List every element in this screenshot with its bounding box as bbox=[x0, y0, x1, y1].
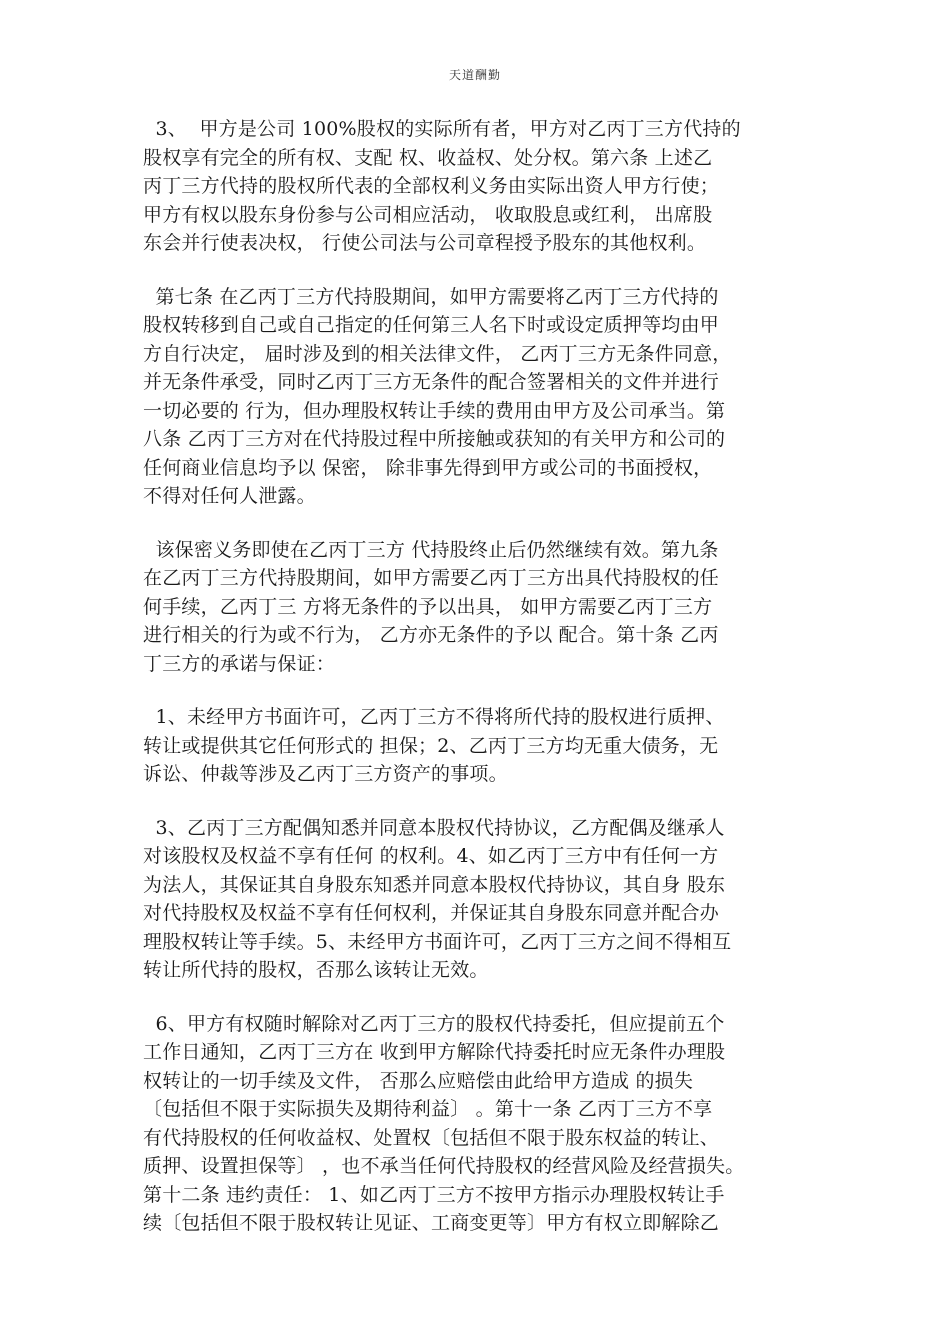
text-line: 转让所代持的股权，否那么该转让无效。 bbox=[143, 959, 489, 981]
text-line: 何手续，乙丙丁三 方将无条件的予以出具， 如甲方需要乙丙丁三方 bbox=[143, 595, 713, 618]
paragraph bbox=[143, 283, 815, 511]
text-line: 对该股权及权益不享有任何 的权利。4、如乙丙丁三方中有任何一方 bbox=[143, 845, 719, 867]
text-line: 对代持股权及权益不享有任何权利，并保证其自身股东同意并配合办 bbox=[143, 902, 720, 924]
text-line: 一切必要的 行为，但办理股权转让手续的费用由甲方及公司承当。第 bbox=[143, 399, 726, 422]
text-line: 续〔包括但不限于股权转让见证、工商变更等〕甲方有权立即解除乙 bbox=[143, 1212, 720, 1234]
text-line: 1、未经甲方书面许可，乙丙丁三方不得将所代持的股权进行质押、 bbox=[143, 706, 725, 728]
text-line: 第七条 在乙丙丁三方代持股期间，如甲方需要将乙丙丁三方代持的 bbox=[143, 285, 719, 308]
text-line: 丙丁三方代持的股权所代表的全部权利义务由实际出资人甲方行使； bbox=[143, 175, 720, 197]
text-line: 在乙丙丁三方代持股期间，如甲方需要乙丙丁三方出具代持股权的任 bbox=[143, 567, 720, 589]
text-line: 转让或提供其它任何形式的 担保；2、乙丙丁三方均无重大债务，无 bbox=[143, 734, 719, 757]
text-line: 股权转移到自己或自己指定的任何第三人名下时或设定质押等均由甲 bbox=[143, 314, 720, 336]
text-line: 甲方有权以股东身份参与公司相应活动， 收取股息或红利， 出席股 bbox=[143, 203, 713, 226]
text-line: 该保密义务即使在乙丙丁三方 代持股终止后仍然继续有效。第九条 bbox=[143, 538, 719, 561]
text-line: 理股权转让等手续。5、未经甲方书面许可，乙丙丁三方之间不得相互 bbox=[143, 930, 732, 953]
text-line: 〔包括但不限于实际损失及期待利益〕 。第十一条 乙丙丁三方不享 bbox=[143, 1098, 713, 1120]
text-line: 并无条件承受，同时乙丙丁三方无条件的配合签署相关的文件并进行 bbox=[143, 371, 720, 393]
text-line: 权转让的一切手续及文件， 否那么应赔偿由此给甲方造成 的损失 bbox=[143, 1069, 694, 1092]
text-line: 6、甲方有权随时解除对乙丙丁三方的股权代持委托，但应提前五个 bbox=[143, 1012, 725, 1035]
text-line: 股权享有完全的所有权、支配 权、收益权、处分权。第六条 上述乙 bbox=[143, 146, 713, 169]
text-line: 进行相关的行为或不行为， 乙方亦无条件的予以 配合。第十条 乙丙 bbox=[143, 624, 719, 646]
text-line: 诉讼、仲裁等涉及乙丙丁三方资产的事项。 bbox=[143, 763, 508, 785]
text-line: 任何商业信息均予以 保密， 除非事先得到甲方或公司的书面授权， bbox=[143, 456, 713, 479]
paragraph bbox=[143, 536, 815, 679]
page-header: 天道酬勤 bbox=[448, 68, 501, 82]
paragraph bbox=[143, 703, 815, 789]
text-line: 第十二条 违约责任： 1、如乙丙丁三方不按甲方指示办理股权转让手 bbox=[143, 1183, 725, 1206]
paragraph bbox=[143, 814, 815, 985]
text-line: 丁三方的承诺与保证： bbox=[143, 652, 336, 675]
text-line: 为法人，其保证其自身股东知悉并同意本股权代持协议，其自身 股东 bbox=[143, 873, 726, 896]
text-line: 八条 乙丙丁三方对在代持股过程中所接触或获知的有关甲方和公司的 bbox=[143, 428, 726, 450]
text-line: 方自行决定， 届时涉及到的相关法律文件， 乙丙丁三方无条件同意， bbox=[143, 342, 732, 365]
text-line: 3、乙丙丁三方配偶知悉并同意本股权代持协议，乙方配偶及继承人 bbox=[143, 816, 725, 839]
paragraph bbox=[143, 1010, 815, 1238]
document-body bbox=[143, 115, 815, 1263]
text-line: 质押、设置担保等〕 ，也不承当任何代持股权的经营风险及经营损失。 bbox=[143, 1155, 745, 1177]
text-line: 3、 甲方是公司 100%股权的实际所有者，甲方对乙丙丁三方代持的 bbox=[143, 118, 741, 140]
text-line: 不得对任何人泄露。 bbox=[143, 485, 316, 507]
text-line: 东会并行使表决权， 行使公司法与公司章程授予股东的其他权利。 bbox=[143, 232, 707, 254]
text-line: 工作日通知，乙丙丁三方在 收到甲方解除代持委托时应无条件办理股 bbox=[143, 1041, 726, 1063]
text-line: 有代持股权的任何收益权、处置权〔包括但不限于股东权益的转让、 bbox=[143, 1126, 720, 1149]
paragraph bbox=[143, 115, 815, 258]
